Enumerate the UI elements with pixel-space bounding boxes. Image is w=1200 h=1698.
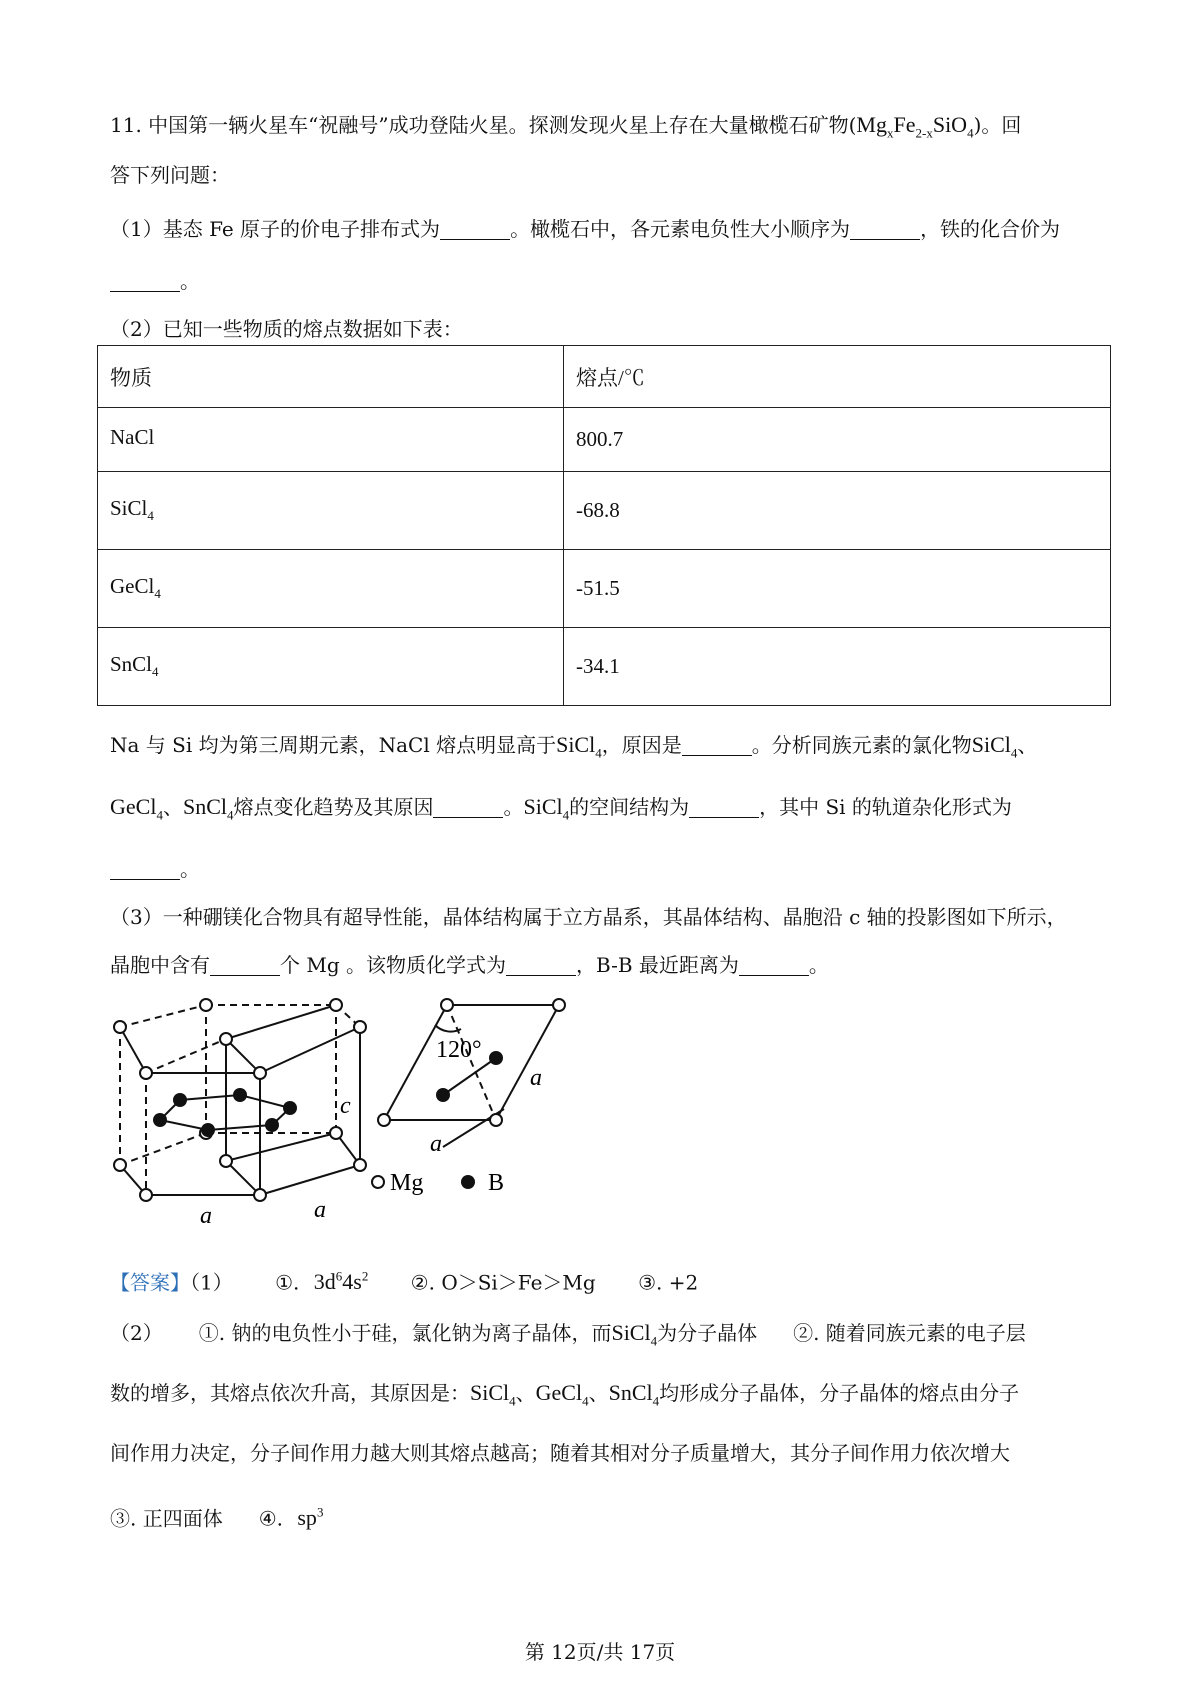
label-c: c (340, 1093, 351, 1119)
table-row (98, 408, 1111, 472)
table-header-cell: 物质 (98, 346, 564, 408)
legend-mg-icon (372, 1176, 384, 1188)
part2-question-line-3: 。 (110, 854, 200, 884)
olivine-formula: $Mg_xFe_{2-x}SiO_4$ (856, 112, 974, 141)
crystal-structure-figure (100, 985, 620, 1235)
answer-blank[interactable] (433, 795, 503, 818)
legend-b-label: B (488, 1170, 505, 1196)
table-header-row (98, 346, 1111, 408)
legend-mg-label: Mg (390, 1170, 424, 1196)
label-a: a (314, 1197, 326, 1223)
part1-line-2: 。 (110, 266, 200, 296)
substance-cell: SnCl$_4$ (98, 628, 564, 706)
substance-cell: NaCl (98, 408, 564, 472)
value-cell: -68.8 (563, 472, 1110, 550)
substance-cell: GeCl$_4$ (98, 550, 564, 628)
answer-blank[interactable] (210, 953, 280, 976)
part2-intro: （2）已知一些物质的熔点数据如下表： (110, 317, 463, 341)
question-text: 11. 中国第一辆火星车“祝融号”成功登陆火星。探测发现火星上存在大量橄榄石矿物( (110, 113, 857, 137)
answer-blank[interactable] (506, 953, 576, 976)
answer-blank[interactable] (689, 795, 759, 818)
electron-config: $3d^64s^2$ (313, 1269, 369, 1295)
label-a: a (530, 1065, 542, 1091)
part2-question-line-2: GeCl$_4$、SnCl$_4$熔点变化趋势及其原因 。SiCl$_4$的空间结构为 ，其中 Si 的轨道杂化形式为 (110, 794, 1012, 823)
part2-question-line-1: Na 与 Si 均为第三周期元素，NaCl 熔点明显高于SiCl$_4$，原因是 。分析同族元素的氯化物SiCl$_4$、 (110, 732, 1038, 761)
table-row (98, 472, 1111, 550)
angle-label: 120° (436, 1037, 482, 1063)
question-line-2: 答下列问题： (110, 163, 230, 187)
answer-blank[interactable] (110, 857, 180, 880)
answer-blank[interactable] (682, 733, 752, 756)
legend-b-icon (461, 1175, 475, 1189)
page-footer: 第 12页/共 17页 (524, 1640, 676, 1664)
question-line-1: 11. 中国第一辆火星车“祝融号”成功登陆火星。探测发现火星上存在大量橄榄石矿物$(Mg_xFe_{2-x}SiO_4)$。回 (110, 112, 1022, 141)
answer-line-5: ③. 正四面体 ④. $sp^3$ (110, 1505, 324, 1531)
answer-line-4: 间作用力决定，分子间作用力越大则其熔点越高；随着其相对分子质量增大，其分子间作用力依次增大 (110, 1441, 1010, 1465)
substance-cell: SiCl$_4$ (98, 472, 564, 550)
melting-point-table (97, 345, 1111, 706)
label-a: a (430, 1131, 442, 1157)
table-row (98, 550, 1111, 628)
answer-blank[interactable] (739, 953, 809, 976)
answer-tag: 【答案】 (110, 1270, 190, 1295)
table-row (98, 628, 1111, 706)
value-cell: -34.1 (563, 628, 1110, 706)
answer-line-1: 【答案】（1） ①. $3d^64s^2$ ②. O＞Si＞Fe＞Mg ③. +2 (110, 1269, 699, 1295)
value-cell: -51.5 (563, 550, 1110, 628)
answer-line-2: （2） ①. 钠的电负性小于硅，氯化钠为离子晶体，而SiCl$_4$为分子晶体 ②. 随着同族元素的电子层 (110, 1320, 1026, 1349)
part3-line-2: 晶胞中含有 个 Mg 。该物质化学式为 ，B-B 最近距离为 。 (110, 953, 829, 977)
answer-blank[interactable] (850, 217, 920, 240)
table-header-cell: 熔点/℃ (563, 346, 1110, 408)
part1-line: （1）基态 Fe 原子的价电子排布式为 。橄榄石中，各元素电负性大小顺序为 ，铁的化合价为 (110, 217, 1061, 241)
value-cell: 800.7 (563, 408, 1110, 472)
label-a: a (200, 1203, 212, 1229)
answer-blank[interactable] (440, 217, 510, 240)
answer-line-3: 数的增多，其熔点依次升高，其原因是：SiCl$_4$、GeCl$_4$、SnCl$_4$均形成分子晶体，分子晶体的熔点由分子 (110, 1380, 1020, 1409)
part3-line-1: （3）一种硼镁化合物具有超导性能，晶体结构属于立方晶系，其晶体结构、晶胞沿 c 轴的投影图如下所示， (110, 905, 1067, 929)
answer-blank[interactable] (110, 269, 180, 292)
hybridization: $sp^3$ (297, 1505, 324, 1531)
